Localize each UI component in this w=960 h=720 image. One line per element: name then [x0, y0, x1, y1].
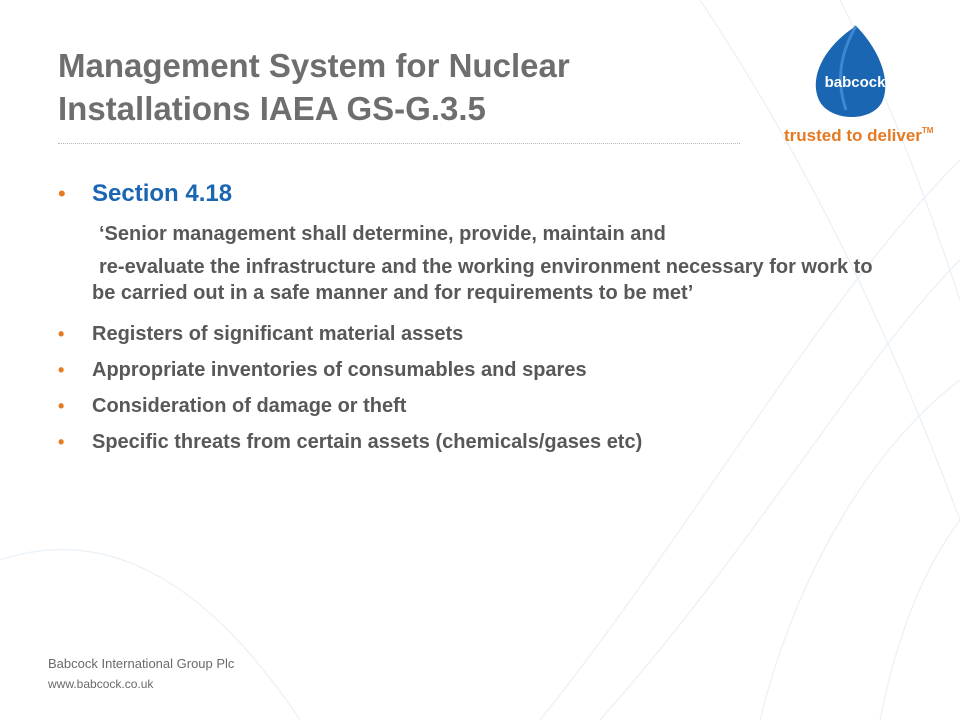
- list-item-text: Consideration of damage or theft: [92, 395, 407, 417]
- list-item-text: Appropriate inventories of consumables and spares: [92, 359, 587, 381]
- footer-url: www.babcock.co.uk: [48, 677, 154, 691]
- bullet-icon: •: [58, 324, 65, 344]
- bullet-icon: •: [58, 432, 65, 452]
- logo-wordmark: babcock: [824, 74, 886, 91]
- tagline-text: trusted to deliver: [784, 126, 922, 145]
- list-item-text: Registers of significant material assets: [92, 323, 464, 345]
- footer-company: Babcock International Group Plc: [48, 656, 235, 671]
- tagline: [784, 126, 933, 146]
- quote-line-2: re-evaluate the infrastructure and the working environment: [99, 256, 661, 278]
- slide-title-line-1: Management System for Nuclear: [58, 47, 570, 84]
- bullet-icon: •: [58, 360, 65, 380]
- slide-title: [58, 44, 738, 130]
- section-title: Section 4.18: [92, 180, 233, 207]
- trademark-mark: TM: [921, 126, 934, 135]
- slide-body: [58, 178, 878, 454]
- list-item: [58, 430, 878, 454]
- quote-paragraph: [58, 254, 878, 306]
- title-divider: [58, 143, 740, 144]
- footer: [48, 656, 234, 692]
- bullet-icon: •: [58, 396, 65, 416]
- list-item-text: Specific threats from certain assets (chemicals/gases etc): [92, 431, 643, 453]
- list-item: [58, 394, 878, 418]
- list-item: [58, 322, 878, 346]
- babcock-sail-icon: [770, 18, 950, 128]
- slide-title-line-2: Installations IAEA GS-G.3.5: [58, 90, 486, 127]
- quote-line-3: necessary for work to be carried out in a safe manner and for requirements to be met’: [92, 256, 873, 304]
- bullet-icon: •: [58, 181, 66, 206]
- section-bullet: [58, 178, 878, 210]
- babcock-logo: [770, 18, 950, 158]
- section-quote: [58, 220, 878, 306]
- list-item: [58, 358, 878, 382]
- quote-line-1: ‘Senior management shall determine, provide, maintain and: [99, 223, 666, 245]
